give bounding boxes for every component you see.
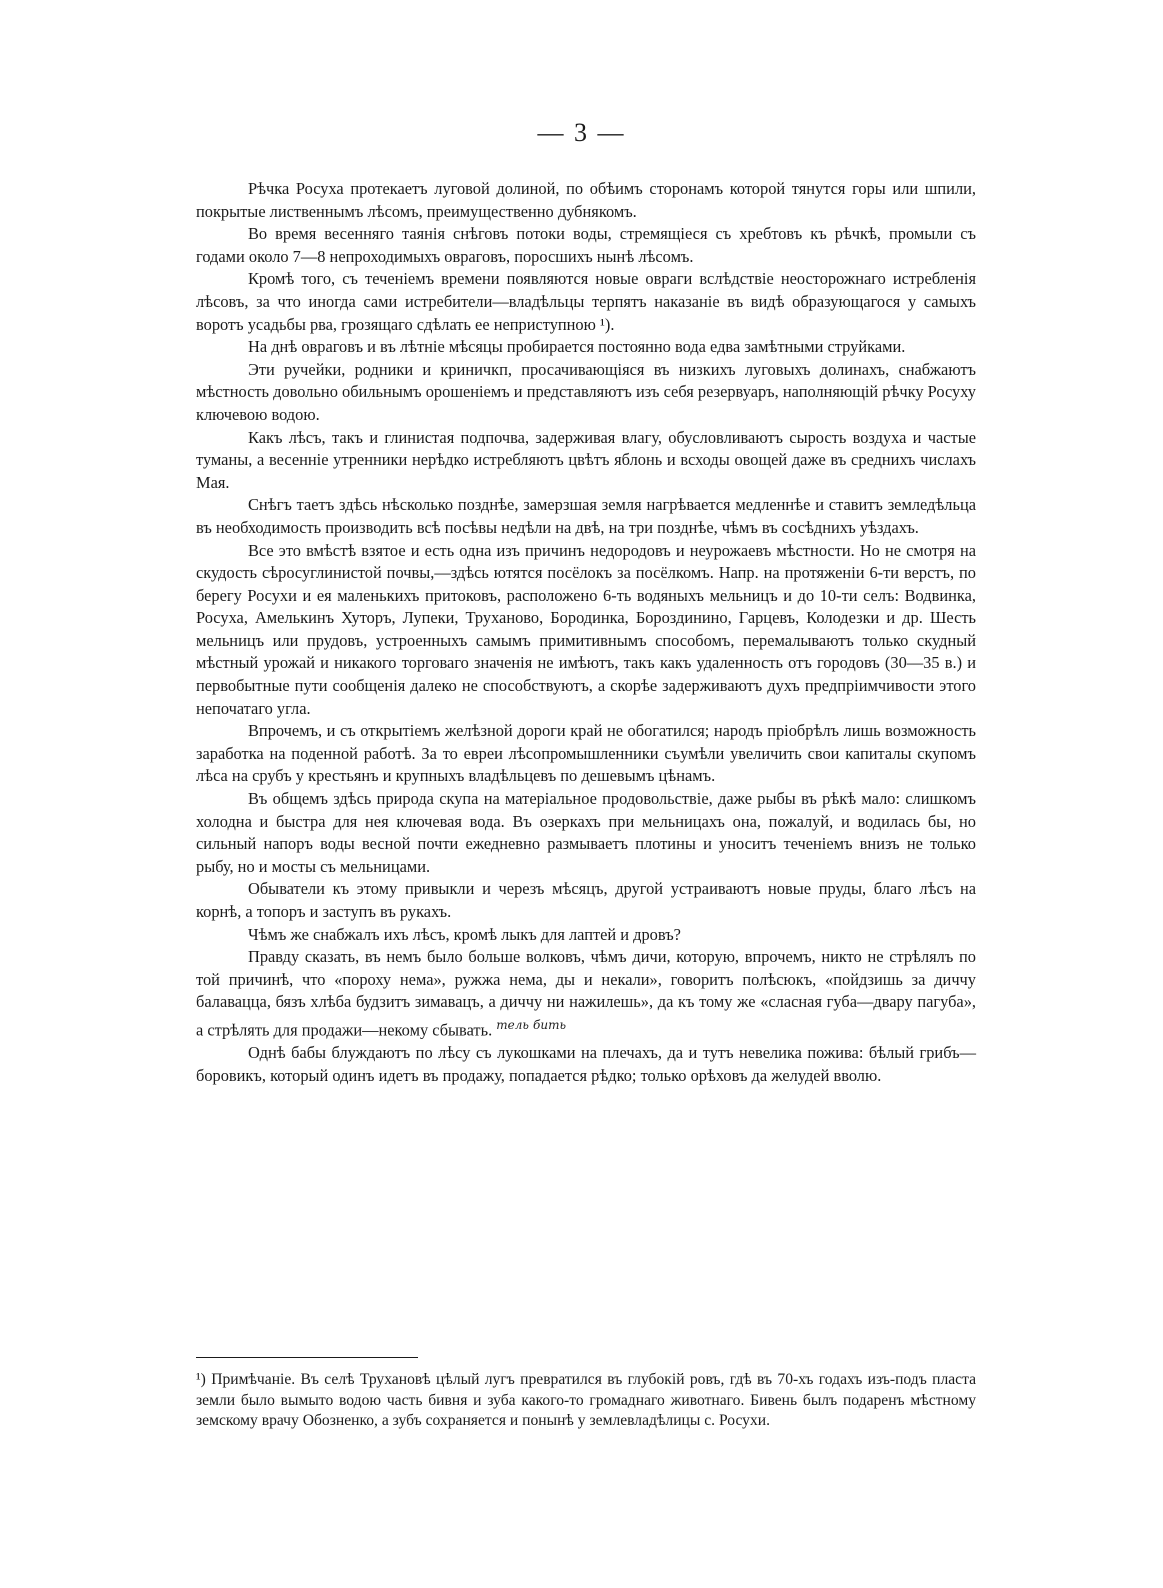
footnote-text: ¹) Примѣчаніе. Въ селѣ Трухановѣ цѣлый лугъ превратился въ глубокій ровъ, гдѣ въ 70-хъ годахъ изъ-подъ пласта земли было вымыто водою часть бивня и зуба какого-то громаднаго животнаго. Бивень былъ подаренъ мѣстному земскому врачу Обозненко, а зубъ сохраняется и понынѣ у землевладѣлицы с. Росухи. <box>196 1371 976 1430</box>
paragraph-springs: Эти ручейки, родники и криничкп, просачивающіяся въ низкихъ луговыхъ долинахъ, снабжаютъ мѣстность довольно обильнымъ орошеніемъ и представляютъ изъ себя резервуаръ, наполняющій рѣчку Росуху ключевою водою. <box>196 359 976 424</box>
paragraph-hunting <box>196 946 976 1042</box>
paragraph-forest-question: Чѣмъ же снабжалъ ихъ лѣсъ, кромѣ лыкъ для лаптей и дровъ? <box>248 924 681 944</box>
paragraph-residents: Обыватели къ этому привыкли и черезъ мѣсяцъ, другой устраиваютъ новые пруды, благо лѣсъ на корнѣ, а топоръ и заступъ въ рукахъ. <box>196 879 976 921</box>
paragraph-railway: Впрочемъ, и съ открытіемъ желѣзной дороги край не обогатился; народъ пріобрѣлъ лишь возможность заработка на поденной работѣ. За то евреи лѣсопромышленники съумѣли увеличить свои капиталы скупомъ лѣса на срубъ у крестьянъ и крупныхъ владѣльцевъ по дешевымъ цѣнамъ. <box>196 721 976 786</box>
paragraph-new-ravines: Кромѣ того, съ теченіемъ времени появляются новые овраги вслѣдствіе неосторожнаго истребленія лѣсовъ, за что иногда сами истребители—владѣльцы терпятъ наказаніе въ видѣ образующагося у самыхъ воротъ усадьбы рва, грозящаго сдѣлать ее неприступною ¹). <box>196 269 976 334</box>
paragraph-nature: Въ общемъ здѣсь природа скупа на матеріальное продовольствіе, даже рыбы въ рѣкѣ мало: слишкомъ холодна и быстра для нея ключевая вода. Въ озеркахъ при мельницахъ она, пожалуй, и водилась бы, но сильный напоръ воды весной почти ежедневно размываетъ плотины и уноситъ теченіемъ внизъ не только рыбу, но и мосты съ мельницами. <box>196 789 976 876</box>
paragraph-ravine-bottom: На днѣ овраговъ и въ лѣтніе мѣсяцы пробирается постоянно вода едва замѣтными струйками. <box>248 337 906 357</box>
paragraph-settlements: Все это вмѣстѣ взятое и есть одна изъ причинъ недородовъ и неурожаевъ мѣстности. Но не смотря на скудость сѣросуглинистой почвы,—здѣсь ютятся посёлокъ за посёлкомъ. Напр. на протяженіи 6-ти верстъ, по берегу Росухи и ея маленькихъ притоковъ, расположено 6-ть водяныхъ мельницъ и до 10-ти селъ: Водвинка, Росуха, Амелькинъ Хуторъ, Лупеки, Труханово, Бородинка, Бороздинино, Гарцевъ, Колодезки и др. Шесть мельницъ или прудовъ, устроенныхъ самымъ примитивнымъ способомъ, перемалываютъ только скудный мѣстный урожай и никакого торговаго значенія не имѣютъ, такъ какъ удаленность отъ городовъ (30—35 в.) и первобытные пути сообщенія далеко не способствуютъ, а скорѣе задерживаютъ духъ предпріимчивости этого непочатаго угла. <box>196 540 976 718</box>
handwritten-note-1: тель <box>496 1017 529 1032</box>
paragraph-river: Рѣчка Росуха протекаетъ луговой долиной, по обѣимъ сторонамъ которой тянутся горы или шпили, покрытые лиственнымъ лѣсомъ, преимущественно дубнякомъ. <box>196 179 976 221</box>
paragraph-mushrooms: Однѣ бабы блуждаютъ по лѣсу съ лукошками на плечахъ, да и тутъ невелика пожива: бѣлый грибъ—боровикъ, который одинъ идетъ въ продажу, попадается рѣдко; только орѣховъ да желудей вволю. <box>196 1043 976 1085</box>
handwritten-note-2: бить <box>533 1017 567 1032</box>
page-number: — 3 — <box>537 118 626 147</box>
paragraph-snow: Снѣгъ таетъ здѣсь нѣсколько позднѣе, замерзшая земля нагрѣвается медленнѣе и ставитъ земледѣльца въ необходимость производить всѣ посѣвы недѣли на двѣ, на три позднѣе, чѣмъ въ сосѣднихъ уѣздахъ. <box>196 495 976 537</box>
paragraph-ravines: Во время весенняго таянія снѣговъ потоки воды, стремящіеся съ хребтовъ къ рѣчкѣ, промыли съ годами около 7—8 непроходимыхъ овраговъ, поросшихъ нынѣ лѣсомъ. <box>196 224 976 266</box>
paragraph-hunting-text: Правду сказать, въ немъ было больше волковъ, чѣмъ дичи, которую, впрочемъ, никто не стрѣлялъ по той причинѣ, что «пороху нема», ружжа нема, ды и некали», говоритъ полѣсюкъ, «пойдзишь за диччу балавацца, бязъ хлѣба будзитъ зимавацъ, а диччу ни нажилешь», да къ тому же «сласная губа—двару пагуба», а стрѣлять для продажи—некому сбывать. <box>196 947 976 1040</box>
body-text <box>196 178 976 1087</box>
paragraph-humidity: Какъ лѣсъ, такъ и глинистая подпочва, задерживая влагу, обусловливаютъ сырость воздуха и частые туманы, а весенніе утренники нерѣдко истребляютъ цвѣтъ яблонь и всходы овощей даже въ среднихъ числахъ Мая. <box>196 427 976 492</box>
footnote <box>196 1370 976 1432</box>
footnote-divider <box>196 1357 418 1358</box>
